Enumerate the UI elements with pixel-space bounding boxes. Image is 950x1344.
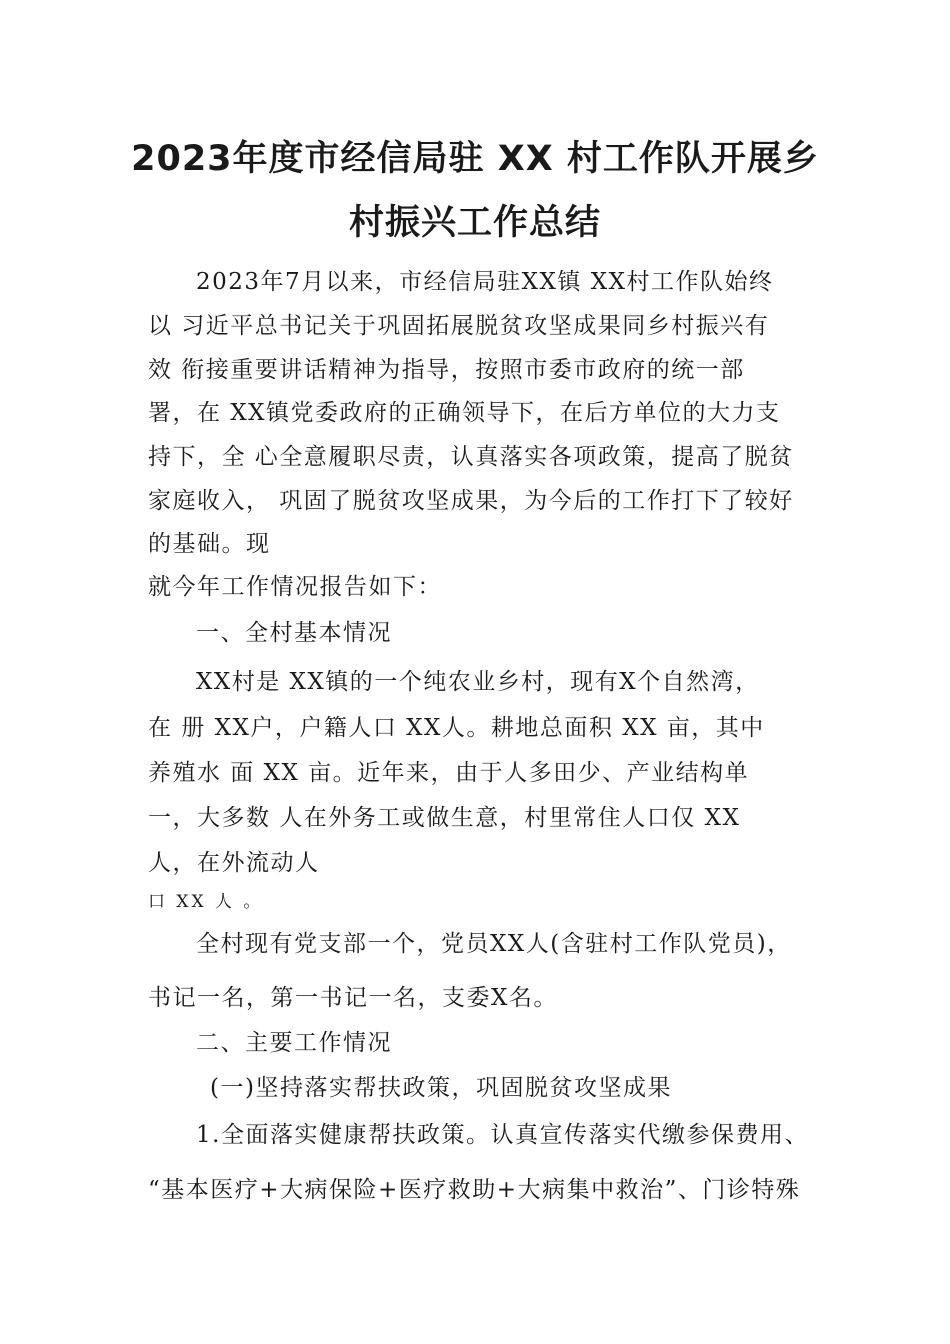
- paragraph-line: XX村是 XX镇的一个纯农业乡村，现有X个自然湾，: [196, 669, 760, 695]
- paragraph-line: “基本医疗+大病保险+医疗救助+大病集中救治”、门诊特殊: [148, 1177, 801, 1203]
- paragraph-line: 就今年工作情况报告如下：: [148, 574, 442, 600]
- paragraph-line: 2023年7月以来，市经信局驻XX镇 XX村工作队始终: [196, 269, 774, 295]
- paragraph-line: 效 衔接重要讲话精神为指导，按照市委市政府的统一部: [148, 357, 745, 383]
- paragraph-line: 全村现有党支部一个，党员XX人(含驻村工作队党员)，: [196, 931, 792, 957]
- paragraph-line: 养殖水 面 XX 亩。近年来，由于人多田少、产业结构单: [148, 760, 750, 786]
- section-heading: 二、主要工作情况: [196, 1030, 392, 1056]
- paragraph-line: 家庭收入， 巩固了脱贫攻坚成果，为今后的工作打下了较好: [148, 488, 794, 514]
- paragraph-line: 人，在外流动人: [148, 850, 320, 876]
- document-title-line-1: 2023年度市经信局驻 XX 村工作队开展乡: [131, 139, 819, 179]
- paragraph-line: 在 册 XX户，户籍人口 XX人。耕地总面积 XX 亩，其中: [148, 715, 765, 741]
- paragraph-line: 书记一名，第一书记一名，支委X名。: [148, 985, 558, 1011]
- paragraph-line: 一，大多数 人在外务工或做生意，村里常住人口仅 XX: [148, 805, 741, 831]
- document-title-line-2: 村振兴工作总结: [348, 203, 601, 243]
- paragraph-line: 以 习近平总书记关于巩固拓展脱贫攻坚成果同乡村振兴有: [148, 313, 770, 339]
- subsection-heading: (一)坚持落实帮扶政策，巩固脱贫攻坚成果: [210, 1075, 672, 1101]
- paragraph-line: 1.全面落实健康帮扶政策。认真宣传落实代缴参保费用、: [196, 1122, 809, 1148]
- paragraph-line: 署，在 XX镇党委政府的正确领导下，在后方单位的大力支: [148, 400, 781, 426]
- paragraph-line: 口 XX 人 。: [148, 892, 264, 912]
- section-heading: 一、全村基本情况: [196, 620, 392, 646]
- paragraph-line: 持下，全 心全意履职尽责，认真落实各项政策，提高了脱贫: [148, 444, 794, 470]
- paragraph-line: 的基础。现: [148, 531, 271, 557]
